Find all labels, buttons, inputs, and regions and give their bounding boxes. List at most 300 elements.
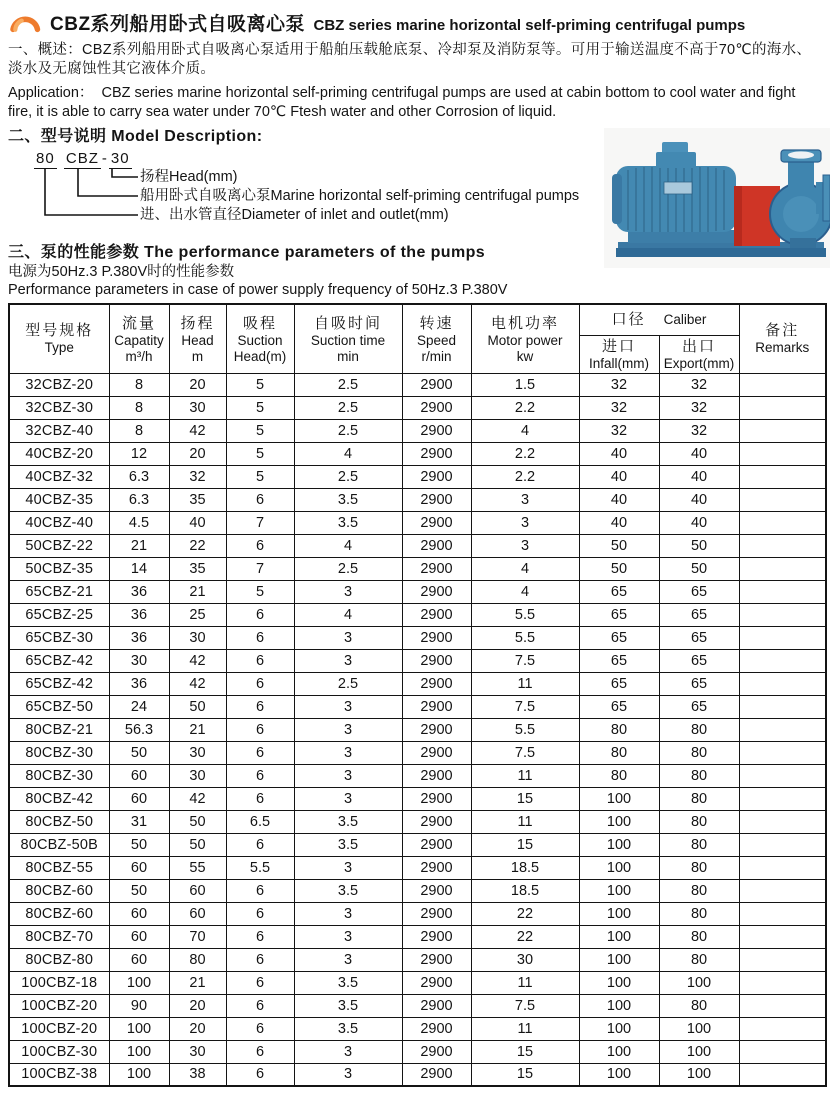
- table-cell: 40: [579, 442, 659, 465]
- table-cell: 11: [471, 672, 579, 695]
- table-cell: 100: [579, 1063, 659, 1086]
- table-cell: 15: [471, 833, 579, 856]
- table-cell: [739, 465, 826, 488]
- table-row: [9, 741, 826, 764]
- table-row: [9, 902, 826, 925]
- table-cell: 20: [169, 442, 226, 465]
- model-code-dash: -: [101, 150, 108, 167]
- table-cell: 2900: [402, 971, 471, 994]
- table-cell: 100: [579, 994, 659, 1017]
- table-cell: 6: [226, 879, 294, 902]
- table-cell: 20: [169, 1017, 226, 1040]
- table-cell: 56.3: [109, 718, 169, 741]
- table-cell: 65: [659, 580, 739, 603]
- table-row: [9, 373, 826, 396]
- table-cell: 6: [226, 902, 294, 925]
- table-cell: 100CBZ-30: [9, 1040, 109, 1063]
- table-cell: 6: [226, 741, 294, 764]
- table-cell: 3: [294, 787, 402, 810]
- table-row: [9, 994, 826, 1017]
- col-header-capacity: 流量 Capatity m³/h: [109, 304, 169, 373]
- table-cell: 5.5: [471, 718, 579, 741]
- table-cell: 2900: [402, 787, 471, 810]
- brand-arc-icon: [8, 10, 42, 34]
- table-cell: [739, 1040, 826, 1063]
- table-cell: 40CBZ-20: [9, 442, 109, 465]
- table-cell: 3.5: [294, 1017, 402, 1040]
- table-cell: 22: [169, 534, 226, 557]
- col-header-head: 扬程 Head m: [169, 304, 226, 373]
- table-cell: 40: [659, 511, 739, 534]
- table-cell: 6: [226, 695, 294, 718]
- table-cell: 50: [659, 534, 739, 557]
- model-code: [34, 150, 132, 167]
- table-row: [9, 1063, 826, 1086]
- table-cell: 42: [169, 649, 226, 672]
- table-cell: 6: [226, 534, 294, 557]
- table-cell: 5.5: [226, 856, 294, 879]
- table-row: [9, 534, 826, 557]
- table-cell: [739, 442, 826, 465]
- table-body: [9, 373, 826, 1086]
- table-row: [9, 626, 826, 649]
- table-cell: 2900: [402, 925, 471, 948]
- table-cell: 50: [579, 557, 659, 580]
- table-cell: 6: [226, 787, 294, 810]
- col-header-export: 出口 Export(mm): [659, 335, 739, 373]
- table-cell: 50: [109, 833, 169, 856]
- table-row: [9, 465, 826, 488]
- table-cell: 65CBZ-25: [9, 603, 109, 626]
- table-cell: 2900: [402, 373, 471, 396]
- table-cell: 32: [659, 419, 739, 442]
- table-row: [9, 764, 826, 787]
- table-cell: 2900: [402, 465, 471, 488]
- table-cell: [739, 810, 826, 833]
- table-cell: 4: [471, 419, 579, 442]
- col-header-suction-head: 吸程 Suction Head(m): [226, 304, 294, 373]
- table-cell: 50: [579, 534, 659, 557]
- table-cell: 35: [169, 557, 226, 580]
- table-cell: 40: [579, 511, 659, 534]
- table-cell: 3: [294, 764, 402, 787]
- table-cell: [739, 833, 826, 856]
- table-cell: 65CBZ-50: [9, 695, 109, 718]
- table-cell: 3: [294, 948, 402, 971]
- table-cell: 2.5: [294, 396, 402, 419]
- table-cell: 65: [659, 695, 739, 718]
- application-text: CBZ series marine horizontal self-priming centrifugal pumps are used at cabin bottom to cool water and fight fire, it is able to carry sea water under 70℃ Ftesh water and other Corrosion of liquid.: [8, 85, 796, 120]
- table-cell: 30: [471, 948, 579, 971]
- col-header-remarks: 备注 Remarks: [739, 304, 826, 373]
- table-cell: 2.2: [471, 465, 579, 488]
- table-cell: 4: [294, 603, 402, 626]
- table-cell: [739, 534, 826, 557]
- table-cell: 5: [226, 465, 294, 488]
- table-cell: 22: [471, 902, 579, 925]
- table-cell: 24: [109, 695, 169, 718]
- table-cell: 3: [294, 925, 402, 948]
- table-cell: [739, 603, 826, 626]
- table-cell: 40: [659, 442, 739, 465]
- table-cell: 50: [169, 833, 226, 856]
- table-cell: 80CBZ-50B: [9, 833, 109, 856]
- table-cell: 50: [169, 695, 226, 718]
- table-cell: 20: [169, 373, 226, 396]
- table-row: [9, 948, 826, 971]
- table-cell: 35: [169, 488, 226, 511]
- table-cell: 2900: [402, 948, 471, 971]
- table-cell: 50: [109, 879, 169, 902]
- table-cell: 80: [659, 833, 739, 856]
- table-cell: [739, 925, 826, 948]
- table-cell: 80CBZ-30: [9, 741, 109, 764]
- table-cell: 21: [109, 534, 169, 557]
- table-cell: 50: [659, 557, 739, 580]
- table-cell: 100: [659, 1063, 739, 1086]
- model-code-series: CBZ: [65, 150, 99, 167]
- table-cell: 3: [294, 649, 402, 672]
- table-cell: 6: [226, 764, 294, 787]
- table-cell: 4: [471, 580, 579, 603]
- table-cell: 30: [169, 1040, 226, 1063]
- performance-heading: 三、泵的性能参数 The performance parameters of the pumps: [8, 244, 486, 261]
- table-cell: 80CBZ-42: [9, 787, 109, 810]
- table-cell: 80CBZ-70: [9, 925, 109, 948]
- table-cell: 3: [471, 511, 579, 534]
- table-cell: [739, 557, 826, 580]
- table-row: [9, 695, 826, 718]
- table-cell: [739, 649, 826, 672]
- table-cell: [739, 948, 826, 971]
- table-cell: 7.5: [471, 741, 579, 764]
- table-row: [9, 396, 826, 419]
- table-cell: 80CBZ-60: [9, 902, 109, 925]
- table-cell: 80CBZ-30: [9, 764, 109, 787]
- table-cell: 60: [169, 879, 226, 902]
- table-cell: 80: [169, 948, 226, 971]
- table-cell: [739, 373, 826, 396]
- table-cell: 40CBZ-40: [9, 511, 109, 534]
- table-cell: 8: [109, 373, 169, 396]
- table-cell: [739, 971, 826, 994]
- table-cell: 6: [226, 718, 294, 741]
- table-cell: [739, 787, 826, 810]
- overview-paragraph-cn: 一、概述：CBZ系列船用卧式自吸离心泵适用于船舶压载舱底泵、冷却泵及消防泵等。可用于输送温度不高于70℃的海水、淡水及无腐蚀性其它液体介质。: [8, 42, 812, 77]
- table-cell: 2900: [402, 741, 471, 764]
- table-cell: 80CBZ-50: [9, 810, 109, 833]
- col-header-type: 型号规格 Type: [9, 304, 109, 373]
- table-cell: 65: [579, 695, 659, 718]
- table-cell: 2900: [402, 488, 471, 511]
- table-cell: 100: [579, 1040, 659, 1063]
- table-cell: 40: [169, 511, 226, 534]
- callout-diameter: 进、出水管直径Diameter of inlet and outlet(mm): [140, 207, 449, 223]
- table-cell: 2900: [402, 994, 471, 1017]
- table-row: [9, 971, 826, 994]
- table-row: [9, 879, 826, 902]
- table-cell: 100: [579, 925, 659, 948]
- table-row: [9, 1017, 826, 1040]
- table-cell: 6: [226, 1040, 294, 1063]
- table-cell: 11: [471, 810, 579, 833]
- table-cell: 100: [579, 1017, 659, 1040]
- performance-note-cn: 电源为50Hz.3 P.380V时的性能参数: [8, 264, 235, 280]
- table-row: [9, 833, 826, 856]
- table-row: [9, 1040, 826, 1063]
- table-cell: 70: [169, 925, 226, 948]
- table-cell: 32CBZ-40: [9, 419, 109, 442]
- table-cell: [739, 902, 826, 925]
- table-cell: 3: [294, 718, 402, 741]
- table-cell: 5: [226, 373, 294, 396]
- table-cell: 2.5: [294, 465, 402, 488]
- table-cell: 2900: [402, 626, 471, 649]
- table-header: [9, 304, 826, 373]
- table-cell: 2900: [402, 649, 471, 672]
- table-cell: 60: [169, 902, 226, 925]
- table-cell: 32: [579, 373, 659, 396]
- table-cell: 6: [226, 925, 294, 948]
- table-cell: 80: [579, 718, 659, 741]
- table-cell: 18.5: [471, 856, 579, 879]
- table-cell: 7.5: [471, 695, 579, 718]
- table-cell: 3: [294, 1040, 402, 1063]
- table-cell: 11: [471, 1017, 579, 1040]
- table-cell: 3.5: [294, 833, 402, 856]
- table-cell: 65CBZ-42: [9, 649, 109, 672]
- table-cell: 2900: [402, 419, 471, 442]
- table-cell: 6.3: [109, 488, 169, 511]
- table-cell: 30: [169, 741, 226, 764]
- table-cell: 40CBZ-35: [9, 488, 109, 511]
- table-cell: 100: [579, 856, 659, 879]
- table-row: [9, 925, 826, 948]
- table-cell: 32: [169, 465, 226, 488]
- table-cell: 100: [579, 810, 659, 833]
- table-cell: [739, 718, 826, 741]
- table-cell: [739, 511, 826, 534]
- table-cell: 2900: [402, 1017, 471, 1040]
- table-row: [9, 580, 826, 603]
- table-cell: 2.5: [294, 373, 402, 396]
- page-header: [8, 8, 822, 36]
- table-cell: 100: [659, 1017, 739, 1040]
- table-cell: 2900: [402, 442, 471, 465]
- table-row: [9, 419, 826, 442]
- table-cell: [739, 672, 826, 695]
- table-cell: 12: [109, 442, 169, 465]
- table-cell: 100CBZ-20: [9, 1017, 109, 1040]
- table-cell: 6: [226, 971, 294, 994]
- table-cell: 32CBZ-20: [9, 373, 109, 396]
- table-row: [9, 672, 826, 695]
- table-cell: 32CBZ-30: [9, 396, 109, 419]
- table-cell: 80: [659, 718, 739, 741]
- table-cell: 3: [294, 626, 402, 649]
- table-cell: 2900: [402, 603, 471, 626]
- table-cell: 30: [169, 626, 226, 649]
- table-cell: 100: [579, 787, 659, 810]
- table-cell: 5: [226, 396, 294, 419]
- table-cell: 55: [169, 856, 226, 879]
- table-cell: [739, 994, 826, 1017]
- table-cell: 2.2: [471, 442, 579, 465]
- table-cell: 2900: [402, 396, 471, 419]
- table-cell: 65: [579, 672, 659, 695]
- table-cell: 40: [659, 465, 739, 488]
- table-cell: 65: [579, 580, 659, 603]
- table-cell: 80: [659, 741, 739, 764]
- page-title-en: CBZ series marine horizontal self-priming centrifugal pumps: [313, 16, 746, 34]
- table-cell: 2900: [402, 902, 471, 925]
- table-cell: 100CBZ-18: [9, 971, 109, 994]
- table-cell: 5.5: [471, 626, 579, 649]
- table-cell: 60: [109, 948, 169, 971]
- table-cell: 80CBZ-80: [9, 948, 109, 971]
- table-cell: 65: [579, 649, 659, 672]
- table-cell: 6: [226, 626, 294, 649]
- table-cell: 2900: [402, 718, 471, 741]
- table-cell: 40: [659, 488, 739, 511]
- table-cell: 80: [659, 810, 739, 833]
- table-cell: 40: [579, 465, 659, 488]
- col-header-suction-time: 自吸时间 Suction time min: [294, 304, 402, 373]
- table-cell: 100: [579, 902, 659, 925]
- table-row: [9, 603, 826, 626]
- table-cell: 80: [579, 741, 659, 764]
- col-header-speed: 转速 Speed r/min: [402, 304, 471, 373]
- table-cell: 100: [109, 1063, 169, 1086]
- table-cell: 7: [226, 557, 294, 580]
- table-cell: 25: [169, 603, 226, 626]
- table-cell: 36: [109, 626, 169, 649]
- table-cell: 3: [294, 902, 402, 925]
- callout-connector-lines: [34, 169, 144, 237]
- table-cell: 6.5: [226, 810, 294, 833]
- table-cell: 2900: [402, 879, 471, 902]
- table-cell: 3: [294, 695, 402, 718]
- table-cell: 18.5: [471, 879, 579, 902]
- table-cell: [739, 626, 826, 649]
- table-cell: 100: [109, 971, 169, 994]
- table-cell: 30: [169, 396, 226, 419]
- table-cell: 60: [109, 925, 169, 948]
- table-cell: 65: [579, 626, 659, 649]
- table-cell: 80: [579, 764, 659, 787]
- table-cell: [739, 1063, 826, 1086]
- table-cell: 2900: [402, 695, 471, 718]
- table-cell: 2900: [402, 557, 471, 580]
- table-cell: 100: [579, 971, 659, 994]
- table-cell: 11: [471, 764, 579, 787]
- table-cell: 80CBZ-55: [9, 856, 109, 879]
- table-cell: 15: [471, 1040, 579, 1063]
- table-cell: 40CBZ-32: [9, 465, 109, 488]
- table-cell: 7.5: [471, 994, 579, 1017]
- table-cell: 42: [169, 672, 226, 695]
- table-cell: 3.5: [294, 810, 402, 833]
- table-row: [9, 718, 826, 741]
- table-cell: [739, 879, 826, 902]
- table-cell: 4: [471, 557, 579, 580]
- table-cell: 90: [109, 994, 169, 1017]
- table-cell: 65CBZ-42: [9, 672, 109, 695]
- table-cell: 2.5: [294, 557, 402, 580]
- callout-head: 扬程Head(mm): [140, 169, 238, 185]
- table-cell: 38: [169, 1063, 226, 1086]
- table-cell: 2.2: [471, 396, 579, 419]
- table-cell: 80: [659, 994, 739, 1017]
- table-cell: 5: [226, 580, 294, 603]
- table-cell: 50CBZ-22: [9, 534, 109, 557]
- table-row: [9, 787, 826, 810]
- table-cell: 3.5: [294, 994, 402, 1017]
- table-cell: 6: [226, 672, 294, 695]
- table-cell: 3: [471, 534, 579, 557]
- table-cell: 3.5: [294, 488, 402, 511]
- table-cell: 32: [659, 396, 739, 419]
- performance-note-en: Performance parameters in case of power supply frequency of 50Hz.3 P.380V: [8, 282, 508, 298]
- model-code-inlet: 80: [36, 150, 55, 167]
- table-cell: 36: [109, 603, 169, 626]
- table-cell: 2900: [402, 1063, 471, 1086]
- table-cell: 80CBZ-21: [9, 718, 109, 741]
- table-cell: 3: [294, 580, 402, 603]
- table-cell: 3: [471, 488, 579, 511]
- table-cell: 6: [226, 488, 294, 511]
- table-cell: [739, 856, 826, 879]
- table-cell: 2900: [402, 534, 471, 557]
- table-cell: 100: [579, 833, 659, 856]
- table-cell: 6: [226, 833, 294, 856]
- table-cell: 3.5: [294, 879, 402, 902]
- table-cell: 7: [226, 511, 294, 534]
- table-cell: 2900: [402, 580, 471, 603]
- table-cell: 60: [109, 764, 169, 787]
- table-cell: 50: [169, 810, 226, 833]
- table-cell: [739, 419, 826, 442]
- table-cell: 14: [109, 557, 169, 580]
- table-cell: 2900: [402, 511, 471, 534]
- table-cell: [739, 695, 826, 718]
- table-cell: 11: [471, 971, 579, 994]
- table-cell: 5: [226, 419, 294, 442]
- table-cell: 4: [294, 534, 402, 557]
- table-cell: 80: [659, 856, 739, 879]
- table-cell: 32: [579, 419, 659, 442]
- overview-paragraph-en: [8, 84, 822, 122]
- table-cell: [739, 764, 826, 787]
- table-cell: 100CBZ-20: [9, 994, 109, 1017]
- table-cell: 36: [109, 672, 169, 695]
- table-cell: 32: [659, 373, 739, 396]
- table-cell: 2.5: [294, 672, 402, 695]
- table-row: [9, 649, 826, 672]
- table-cell: 31: [109, 810, 169, 833]
- table-cell: 65: [659, 603, 739, 626]
- table-cell: 15: [471, 787, 579, 810]
- table-cell: [739, 396, 826, 419]
- table-row: [9, 488, 826, 511]
- table-cell: 80: [659, 925, 739, 948]
- table-cell: 3.5: [294, 511, 402, 534]
- table-cell: 1.5: [471, 373, 579, 396]
- col-header-motor-power: 电机功率 Motor power kw: [471, 304, 579, 373]
- table-cell: 50: [109, 741, 169, 764]
- table-cell: 65: [659, 649, 739, 672]
- table-cell: 30: [109, 649, 169, 672]
